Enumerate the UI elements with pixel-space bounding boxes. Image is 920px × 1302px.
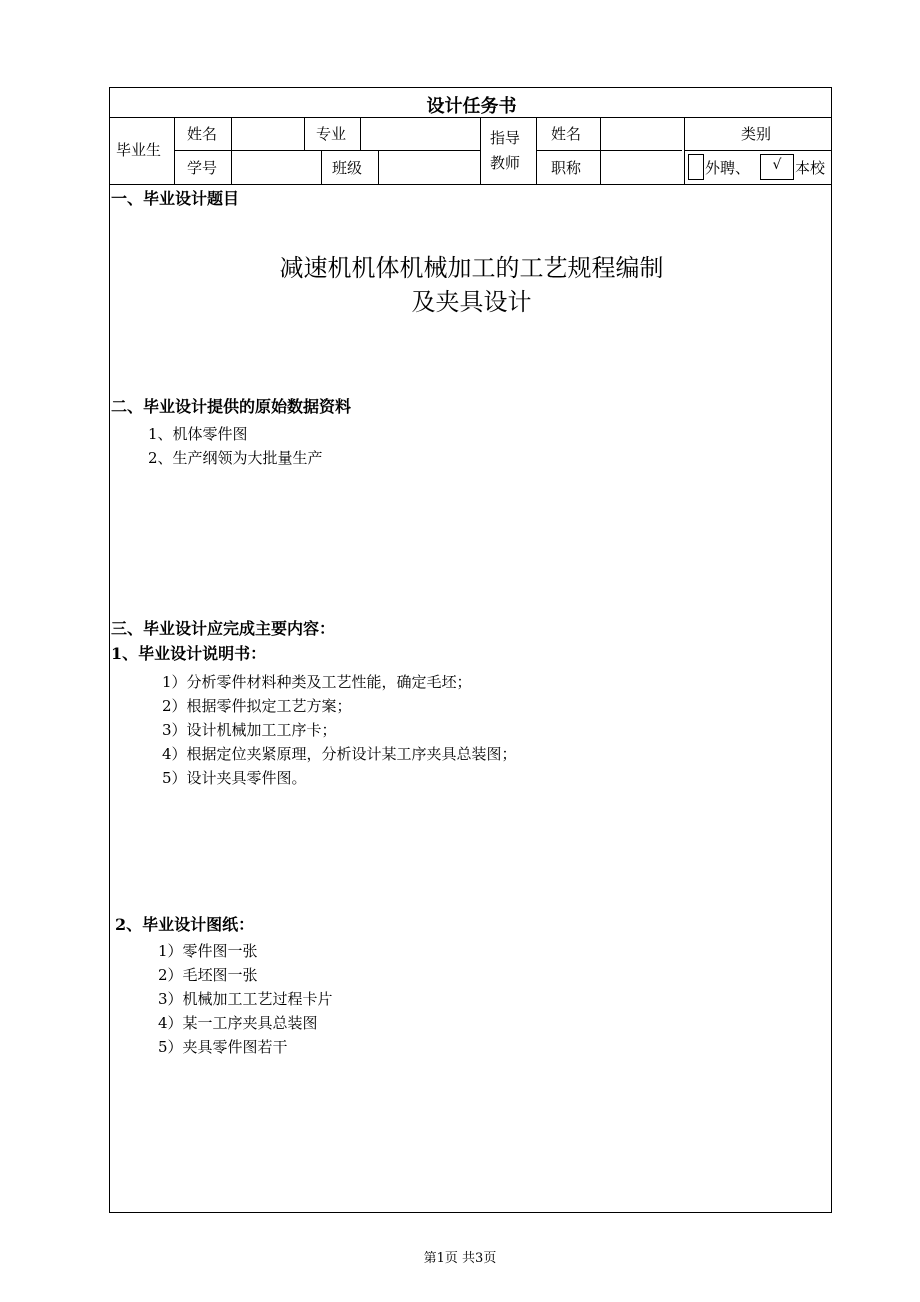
- major-label: 专业: [316, 125, 347, 143]
- col-divider: [378, 150, 379, 184]
- col-divider: [684, 117, 685, 184]
- col-divider: [360, 117, 361, 151]
- sub2-heading: 2、毕业设计图纸：: [115, 915, 255, 934]
- task-form: [109, 87, 832, 1213]
- list-item: 2）根据零件拟定工艺方案；: [162, 697, 352, 715]
- list-item: 1、机体零件图: [148, 425, 248, 443]
- section3-heading: 三、毕业设计应完成主要内容：: [111, 619, 336, 638]
- list-item: 3）机械加工工艺过程卡片: [158, 990, 333, 1008]
- sub1-heading: 1、毕业设计说明书：: [111, 644, 267, 663]
- external-checkbox[interactable]: [688, 154, 704, 180]
- col-divider: [321, 150, 322, 184]
- header-bottom-divider: [110, 184, 831, 185]
- topic-line-2: 及夹具设计: [411, 288, 532, 316]
- student-row-divider: [174, 150, 480, 151]
- advisor-name-label: 姓名: [551, 125, 582, 143]
- list-item: 2、生产纲领为大批量生产: [148, 449, 323, 467]
- section2-heading: 二、毕业设计提供的原始数据资料: [111, 397, 352, 416]
- col-divider: [231, 117, 232, 184]
- list-item: 1）零件图一张: [158, 942, 258, 960]
- category-label: 类别: [741, 125, 772, 143]
- class-label: 班级: [332, 159, 363, 177]
- advisor-label-2: 教师: [490, 154, 521, 172]
- form-title: 设计任务书: [426, 96, 517, 117]
- list-item: 5）设计夹具零件图。: [162, 769, 307, 787]
- list-item: 1）分析零件材料种类及工艺性能，确定毛坯；: [162, 673, 472, 691]
- list-item: 5）夹具零件图若干: [158, 1038, 288, 1056]
- topic-line-1: 减速机机体机械加工的工艺规程编制: [279, 254, 664, 282]
- list-item: 4）某一工序夹具总装图: [158, 1014, 318, 1032]
- student-id-label: 学号: [187, 159, 218, 177]
- section1-heading: 一、毕业设计题目: [111, 189, 240, 208]
- page-footer: 第1页 共3页: [423, 1251, 497, 1266]
- internal-checkbox[interactable]: √: [760, 154, 794, 180]
- list-item: 4）根据定位夹紧原理，分析设计某工序夹具总装图；: [162, 745, 517, 763]
- graduate-label: 毕业生: [116, 141, 162, 159]
- title-rank-label: 职称: [551, 159, 582, 177]
- col-divider: [536, 117, 537, 184]
- col-divider: [480, 117, 481, 184]
- advisor-label: 指导: [490, 129, 521, 147]
- list-item: 2）毛坯图一张: [158, 966, 258, 984]
- category-row-divider: [684, 150, 831, 151]
- col-divider: [304, 117, 305, 151]
- list-item: 3）设计机械加工工序卡；: [162, 721, 337, 739]
- col-divider: [174, 117, 175, 184]
- internal-label: 本校: [795, 159, 826, 177]
- name-label: 姓名: [187, 125, 218, 143]
- col-divider: [600, 117, 601, 184]
- advisor-row-divider: [536, 150, 682, 151]
- external-label: 外聘、: [705, 159, 751, 177]
